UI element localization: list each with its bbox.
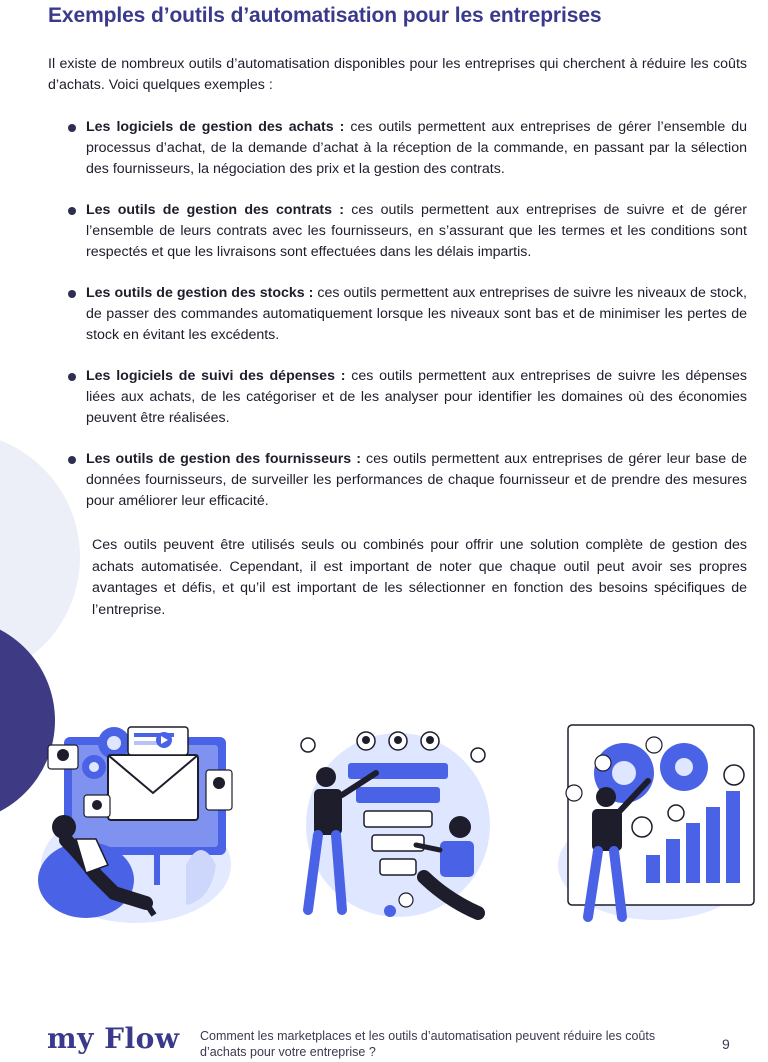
list-item-term: Les outils de gestion des fournisseurs : [86, 451, 361, 467]
bullet-icon [68, 124, 76, 132]
list-item-text: ces outils permettent aux entreprises de suivre les niveaux de stock, de passer des commandes automatiquement lorsque les niveaux sont bas et de minimiser les pertes de stock en évitant les excédents. [86, 285, 748, 343]
page-number: 9 [722, 1036, 730, 1052]
list-item [66, 117, 747, 180]
intro-paragraph: Il existe de nombreux outils d’automatisation disponibles pour les entreprises qui cherchent à réduire les coûts d’achats. Voici quelques exemples : [48, 56, 747, 93]
bullet-icon [68, 456, 76, 464]
list-item-text: ces outils permettent aux entreprises de suivre et de gérer l’ensemble de leurs contrats avec les fournisseurs, en s’assurant que les termes et les conditions sont respectés et que les livraisons sont effectuées dans les délais impartis. [86, 202, 748, 260]
email-automation-illustration [36, 715, 236, 930]
closing-paragraph: Ces outils peuvent être utilisés seuls ou combinés pour offrir une solution complète de gestion des achats automatisée. Cependant, il est important de noter que chaque outil peut avoir ses propres avantages et défis, et qu’il est important de les sélectionner en fonction des besoins spécifiques de l’entreprise. [92, 537, 747, 618]
list-item-term: Les logiciels de suivi des dépenses : [86, 368, 346, 384]
list-item-term: Les outils de gestion des stocks : [86, 285, 314, 301]
bullet-icon [68, 290, 76, 298]
footer-text: Comment les marketplaces et les outils d’automatisation peuvent réduire les coûts d’achats pour votre entreprise ? [200, 1029, 656, 1059]
list-item [66, 449, 747, 512]
list-item [66, 283, 747, 346]
list-item-text: ces outils permettent aux entreprises de gérer leur base de données fournisseurs, de surveiller les performances de chaque fournisseur et de prendre des mesures pour améliorer leur efficacité. [86, 451, 747, 509]
funnel-team-illustration [288, 715, 498, 930]
myflow-logo: my Flow [47, 1022, 180, 1055]
list-item [66, 366, 747, 429]
list-item-text: ces outils permettent aux entreprises de suivre les dépenses liées aux achats, de les catégoriser et de les analyser pour identifier les domaines où des économies peuvent être réalisées. [86, 368, 748, 426]
growth-chart-illustration [556, 715, 756, 930]
list-item-text: ces outils permettent aux entreprises de gérer l’ensemble du processus d’achat, de la demande d’achat à la réception de la commande, en passant par la sélection des fournisseurs, la négociation des prix et la gestion des contrats. [86, 119, 747, 177]
tools-list [66, 117, 747, 532]
list-item [66, 200, 747, 263]
bullet-icon [68, 373, 76, 381]
list-item-term: Les outils de gestion des contrats : [86, 202, 344, 218]
list-item-term: Les logiciels de gestion des achats : [86, 119, 345, 135]
page-title: Exemples d’outils d’automatisation pour les entreprises [48, 4, 602, 27]
bullet-icon [68, 207, 76, 215]
